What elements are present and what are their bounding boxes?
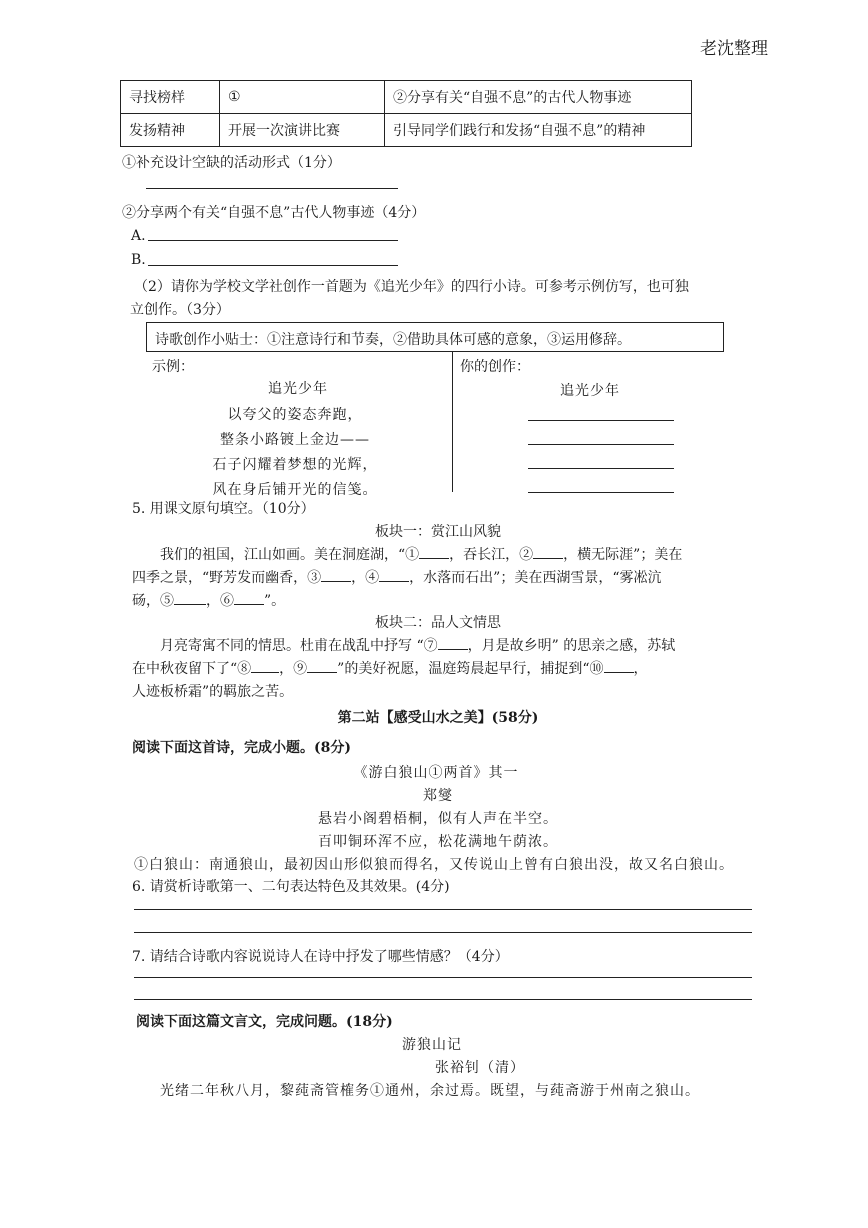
example-poem-line: 整条小路镀上金边—— [220,432,370,448]
example-poem-line: 石子闪耀着梦想的光辉， [212,457,378,473]
table-cell: 寻找榜样 [121,81,220,114]
example-label: 示例： [152,359,194,375]
reading-instruction-prose: 阅读下面这篇文言文，完成问题。(18分) [136,1014,393,1030]
block-2-line2: 在中秋夜留下了“⑧ ，⑨ ”的美好祝愿，温庭筠晨起早行，捕捉到“⑩ ， [132,661,648,677]
block-1-line1: 我们的祖国，江山如画。美在洞庭湖，“① ，吞长江，② ，横无际涯”；美在 [160,547,683,563]
example-poem-title: 追光少年 [268,381,328,397]
watermark: 老沈整理 [700,39,768,59]
creation-line[interactable] [528,420,674,421]
example-poem-line: 以夸父的姿态奔跑， [227,407,363,423]
question-5: 5. 用课文原句填空。（10分） [132,501,315,517]
creation-label: 你的创作： [460,359,530,375]
answer-line[interactable] [134,932,752,933]
question-activity-form: ①补充设计空缺的活动形式（1分） [122,155,341,171]
poem-title: 《游白狼山①两首》其一 [353,765,519,781]
table-cell: ②分享有关“自强不息”的古代人物事迹 [385,81,692,114]
table-cell: 引导同学们践行和发扬“自强不息”的精神 [385,114,692,147]
question-2-line2: 立创作。（3分） [130,302,230,318]
station-2-title: 第二站【感受山水之美】(58分) [337,710,539,726]
block-2-title: 板块二：品人文情思 [375,615,501,631]
column-divider [452,352,453,492]
table-cell: 开展一次演讲比赛 [220,114,385,147]
poetry-tips-box: 诗歌创作小贴士：①注意诗行和节奏，②借助具体可感的意象，③运用修辞。 [146,322,724,352]
poem-author: 郑燮 [423,788,453,804]
reading-instruction-poem: 阅读下面这首诗，完成小题。(8分) [132,740,351,756]
answer-line-a[interactable] [148,240,398,241]
prose-line: 光绪二年秋八月，黎莼斋管榷务①通州，余过焉。既望，与莼斋游于州南之狼山。 [160,1083,700,1099]
activity-table [120,80,692,147]
creation-poem-title: 追光少年 [560,383,620,399]
poem-line: 悬岩小阁碧梧桐，似有人声在半空。 [318,811,558,827]
creation-line[interactable] [528,444,674,445]
table-row [121,81,692,114]
example-poem-line: 风在身后铺开光的信笺。 [212,482,378,498]
question-7: 7. 请结合诗歌内容说说诗人在诗中抒发了哪些情感？（4分） [132,949,509,965]
answer-line[interactable] [134,999,752,1000]
question-6: 6. 请赏析诗歌第一、二句表达特色及其效果。(4分) [132,879,450,895]
answer-line[interactable] [146,188,398,189]
table-cell: ① [220,81,385,114]
block-2-line1: 月亮寄寓不同的情思。杜甫在战乱中抒写 “⑦ ，月是故乡明” 的思亲之感，苏轼 [160,638,676,654]
block-1-line2: 四季之景，“野芳发而幽香，③ ，④ ，水落而石出”；美在西湖雪景，“雾凇沆 [132,570,662,586]
creation-line[interactable] [528,468,674,469]
answer-line-b[interactable] [148,265,398,266]
poem-line: 百叩铜环浑不应，松花满地午荫浓。 [318,834,558,850]
option-b-label: B. [131,252,146,268]
creation-line[interactable] [528,492,674,493]
table-row [121,114,692,147]
poem-footnote: ①白狼山：南通狼山，最初因山形似狼而得名，又传说山上曾有白狼出没，故又名白狼山。 [134,857,734,873]
block-1-title: 板块一：赏江山风貌 [375,524,501,540]
answer-line[interactable] [134,909,752,910]
table-cell: 发扬精神 [121,114,220,147]
answer-line[interactable] [134,977,752,978]
prose-title: 游狼山记 [402,1037,462,1053]
prose-author: 张裕钊（清） [435,1060,525,1076]
block-2-line3: 人迹板桥霜”的羁旅之苦。 [132,684,294,700]
question-share-stories: ②分享两个有关“自强不息”古代人物事迹（4分） [122,205,426,221]
option-a-label: A. [131,228,146,244]
block-1-line3: 砀，⑤ ，⑥ ”。 [132,593,286,609]
question-2-line1: （2）请你为学校文学社创作一首题为《追光少年》的四行小诗。可参考示例仿写，也可独 [134,279,689,295]
